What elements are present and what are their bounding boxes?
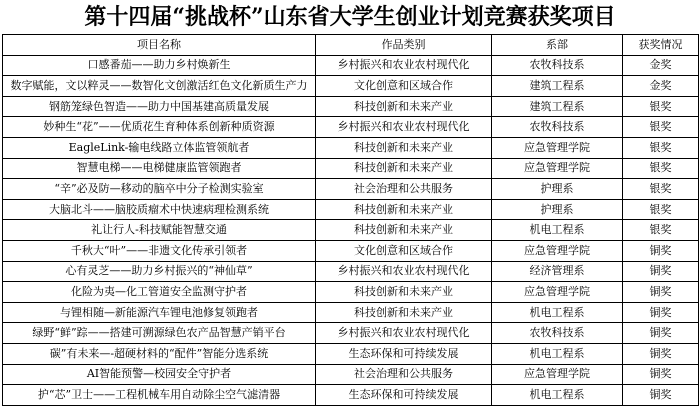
- table-row: [3, 323, 699, 344]
- department-cell: 应急管理学院: [492, 240, 623, 261]
- table-row: [3, 385, 699, 406]
- award-cell: 银奖: [623, 220, 699, 241]
- table-row: [3, 282, 699, 303]
- project-name-cell: “辛”必及防—移动的脑卒中分子检测实验室: [3, 179, 316, 200]
- department-cell: 农牧科技系: [492, 117, 623, 138]
- department-cell: 应急管理学院: [492, 158, 623, 179]
- department-cell: 护理系: [492, 179, 623, 200]
- department-cell: 应急管理学院: [492, 137, 623, 158]
- award-cell: 铜奖: [623, 323, 699, 344]
- category-cell: 科技创新和未来产业: [316, 220, 492, 241]
- award-cell: 铜奖: [623, 261, 699, 282]
- table-row: [3, 179, 699, 200]
- project-name-cell: EagleLink-输电线路立体监管领航者: [3, 137, 316, 158]
- category-cell: 生态环保和可持续发展: [316, 385, 492, 406]
- category-cell: 科技创新和未来产业: [316, 282, 492, 303]
- award-cell: 银奖: [623, 117, 699, 138]
- table-row: [3, 261, 699, 282]
- project-name-cell: AI智能预警—校园安全守护者: [3, 364, 316, 385]
- department-cell: 机电工程系: [492, 302, 623, 323]
- project-name-cell: 护“芯”卫士——工程机械车用自动除尘空气滤清器: [3, 385, 316, 406]
- department-cell: 农牧科技系: [492, 323, 623, 344]
- table-row: [3, 364, 699, 385]
- category-cell: 生态环保和可持续发展: [316, 343, 492, 364]
- award-cell: 银奖: [623, 137, 699, 158]
- department-cell: 护理系: [492, 199, 623, 220]
- header-award: 获奖情况: [623, 35, 699, 56]
- project-name-cell: 与锂相随—新能源汽车锂电池修复领跑者: [3, 302, 316, 323]
- table-row: [3, 343, 699, 364]
- table-body: [3, 55, 699, 405]
- category-cell: 乡村振兴和农业农村现代化: [316, 117, 492, 138]
- project-name-cell: 妙种生“花”——优质花生育种体系创新种质资源: [3, 117, 316, 138]
- awards-table: [2, 34, 699, 406]
- award-cell: 铜奖: [623, 364, 699, 385]
- project-name-cell: 绿野“鲜”踪——搭建可溯源绿色农产品智慧产销平台: [3, 323, 316, 344]
- table-row: [3, 220, 699, 241]
- project-name-cell: 钢筋笼绿色智造——助力中国基建高质量发展: [3, 96, 316, 117]
- project-name-cell: 口感番茄——助力乡村焕新生: [3, 55, 316, 76]
- header-project-name: 项目名称: [3, 35, 316, 56]
- department-cell: 机电工程系: [492, 385, 623, 406]
- header-row: [3, 35, 699, 56]
- header-department: 系部: [492, 35, 623, 56]
- category-cell: 科技创新和未来产业: [316, 96, 492, 117]
- award-cell: 银奖: [623, 199, 699, 220]
- department-cell: 应急管理学院: [492, 282, 623, 303]
- category-cell: 文化创意和区域合作: [316, 240, 492, 261]
- department-cell: 农牧科技系: [492, 55, 623, 76]
- department-cell: 机电工程系: [492, 343, 623, 364]
- project-name-cell: 大脑北斗——脑胶质瘤术中快速病理检测系统: [3, 199, 316, 220]
- award-cell: 银奖: [623, 158, 699, 179]
- project-name-cell: 碳”有未来—-超硬材料的“配件”智能分选系统: [3, 343, 316, 364]
- project-name-cell: 礼让行人-科技赋能智慧交通: [3, 220, 316, 241]
- category-cell: 乡村振兴和农业农村现代化: [316, 261, 492, 282]
- award-cell: 铜奖: [623, 385, 699, 406]
- category-cell: 社会治理和公共服务: [316, 364, 492, 385]
- department-cell: 建筑工程系: [492, 76, 623, 97]
- table-row: [3, 158, 699, 179]
- project-name-cell: 化险为夷—化工管道安全监测守护者: [3, 282, 316, 303]
- category-cell: 乡村振兴和农业农村现代化: [316, 323, 492, 344]
- table-row: [3, 117, 699, 138]
- table-row: [3, 199, 699, 220]
- project-name-cell: 千秋大“叶”——非遗文化传承引领者: [3, 240, 316, 261]
- award-cell: 银奖: [623, 96, 699, 117]
- category-cell: 社会治理和公共服务: [316, 179, 492, 200]
- table-row: [3, 96, 699, 117]
- award-cell: 铜奖: [623, 343, 699, 364]
- category-cell: 乡村振兴和农业农村现代化: [316, 55, 492, 76]
- project-name-cell: 数字赋能，文以粹灵——数智化文创激活红色文化新质生产力: [3, 76, 316, 97]
- table-row: [3, 240, 699, 261]
- header-category: 作品类别: [316, 35, 492, 56]
- category-cell: 科技创新和未来产业: [316, 199, 492, 220]
- table-row: [3, 137, 699, 158]
- department-cell: 机电工程系: [492, 220, 623, 241]
- category-cell: 科技创新和未来产业: [316, 137, 492, 158]
- page-title: 第十四届“挑战杯”山东省大学生创业计划竞赛获奖项目: [84, 4, 616, 30]
- category-cell: 文化创意和区域合作: [316, 76, 492, 97]
- category-cell: 科技创新和未来产业: [316, 302, 492, 323]
- table-row: [3, 76, 699, 97]
- category-cell: 科技创新和未来产业: [316, 158, 492, 179]
- award-cell: 银奖: [623, 179, 699, 200]
- table-row: [3, 55, 699, 76]
- project-name-cell: 心有灵芝——助力乡村振兴的“神仙草”: [3, 261, 316, 282]
- table-row: [3, 302, 699, 323]
- department-cell: 经济管理系: [492, 261, 623, 282]
- department-cell: 建筑工程系: [492, 96, 623, 117]
- award-cell: 铜奖: [623, 282, 699, 303]
- award-cell: 铜奖: [623, 302, 699, 323]
- project-name-cell: 智慧电梯——电梯健康监管领跑者: [3, 158, 316, 179]
- department-cell: 应急管理学院: [492, 364, 623, 385]
- award-cell: 铜奖: [623, 240, 699, 261]
- award-cell: 金奖: [623, 55, 699, 76]
- award-cell: 金奖: [623, 76, 699, 97]
